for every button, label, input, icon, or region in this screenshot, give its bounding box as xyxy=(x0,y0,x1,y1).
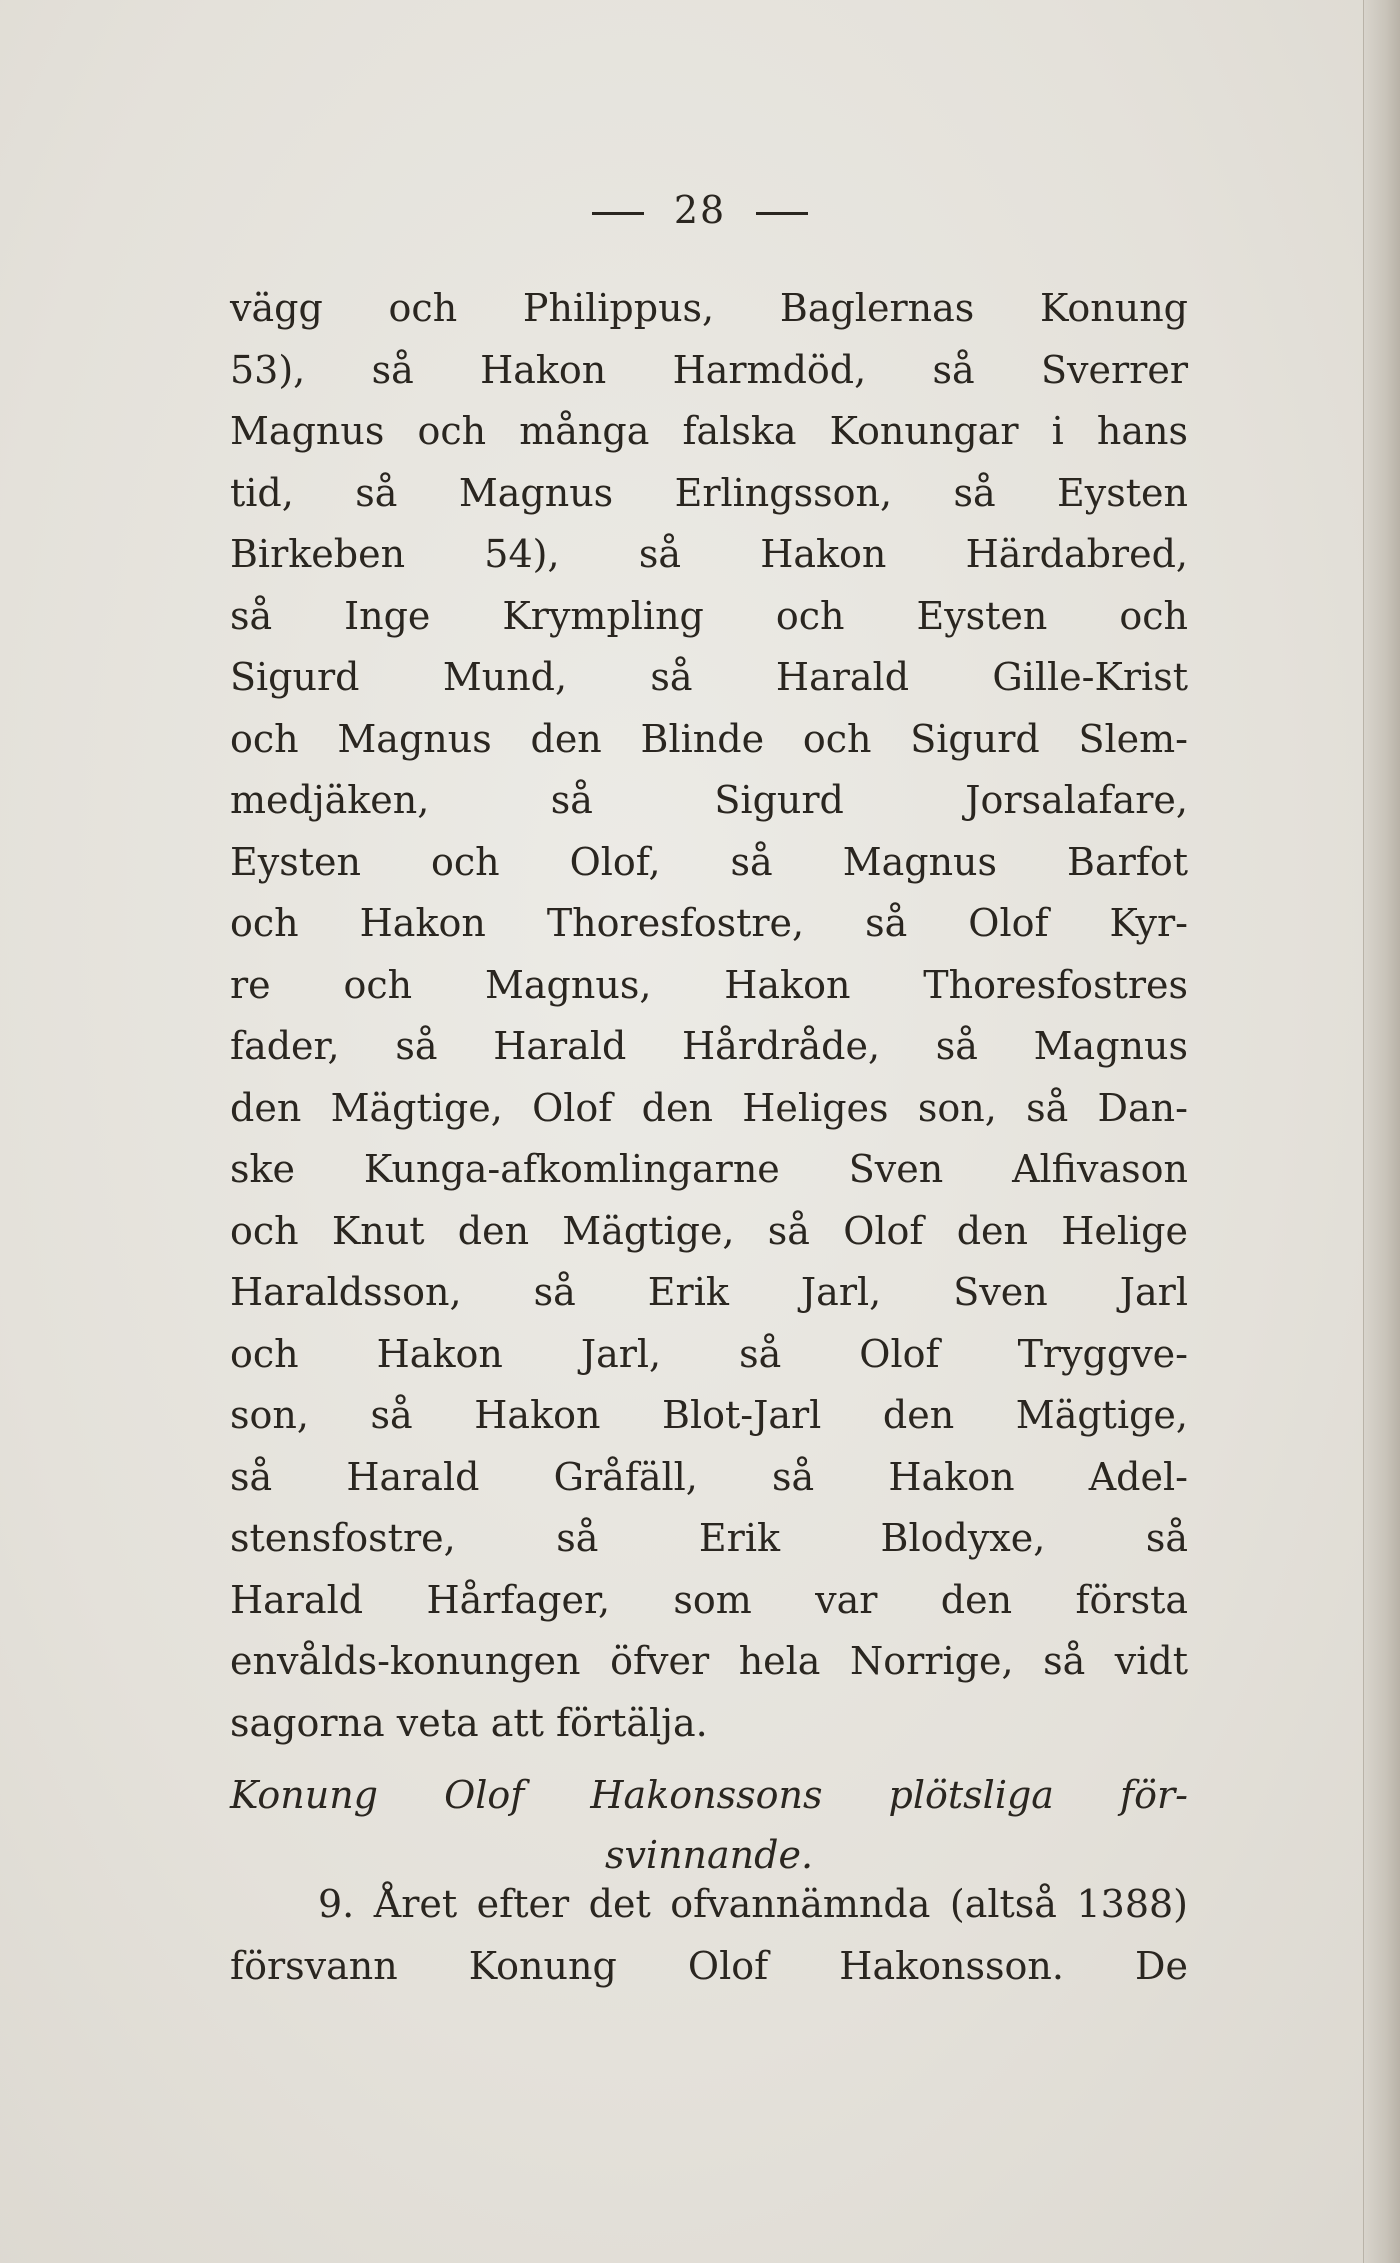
page-number-header xyxy=(0,188,1400,232)
text-line: son, så Hakon Blot-Jarl den Mägtige, xyxy=(230,1393,1188,1437)
body-text xyxy=(230,278,1188,1754)
paragraph-line: försvann Konung Olof Hakonsson. De xyxy=(230,1944,1188,1988)
text-line: medjäken, så Sigurd Jorsalafare, xyxy=(230,778,1188,822)
paragraph-line: 9. Året efter det ofvannämnda (altså 1388) xyxy=(318,1882,1188,1926)
text-line: envålds-konungen öfver hela Norrige, så vidt xyxy=(230,1639,1188,1683)
text-line: Magnus och många falska Konungar i hans xyxy=(230,409,1188,453)
text-line: vägg och Philippus, Baglernas Konung xyxy=(230,286,1188,330)
text-line: Haraldsson, så Erik Jarl, Sven Jarl xyxy=(230,1270,1188,1314)
dash-left xyxy=(592,212,644,215)
text-line: och Knut den Mägtige, så Olof den Helige xyxy=(230,1208,1188,1253)
text-line: så Inge Krympling och Eysten och xyxy=(230,593,1188,638)
text-line: stensfostre, så Erik Blodyxe, så xyxy=(230,1516,1188,1560)
section-heading xyxy=(230,1765,1188,1885)
heading-line: Konung Olof Hakonssons plötsliga för- xyxy=(230,1773,1188,1817)
text-line: sagorna veta att förtälja. xyxy=(230,1700,708,1745)
text-line: och Hakon Jarl, så Olof Tryggve- xyxy=(230,1331,1188,1376)
text-line: Sigurd Mund, så Harald Gille-Krist xyxy=(230,655,1188,699)
paragraph xyxy=(230,1873,1188,1997)
text-line: fader, så Harald Hårdråde, så Magnus xyxy=(230,1024,1188,1068)
text-line: re och Magnus, Hakon Thoresfostres xyxy=(230,962,1188,1007)
text-line: den Mägtige, Olof den Heliges son, så Dan- xyxy=(230,1085,1188,1130)
text-line: 53), så Hakon Harmdöd, så Sverrer xyxy=(230,347,1188,392)
page-edge xyxy=(1363,0,1400,2263)
text-line: tid, så Magnus Erlingsson, så Eysten xyxy=(230,470,1188,515)
text-line: Birkeben 54), så Hakon Härdabred, xyxy=(230,532,1188,576)
dash-right xyxy=(756,212,808,215)
text-line: Eysten och Olof, så Magnus Barfot xyxy=(230,839,1188,884)
text-line: och Hakon Thoresfostre, så Olof Kyr- xyxy=(230,901,1188,945)
heading-line: svinnande. xyxy=(604,1833,814,1877)
text-line: och Magnus den Blinde och Sigurd Slem- xyxy=(230,716,1188,761)
page-number: 28 xyxy=(673,188,727,232)
text-line: så Harald Gråfäll, så Hakon Adel- xyxy=(230,1454,1188,1499)
text-line: Harald Hårfager, som var den första xyxy=(230,1577,1188,1622)
text-line: ske Kunga-afkomlingarne Sven Alfivason xyxy=(230,1147,1188,1191)
